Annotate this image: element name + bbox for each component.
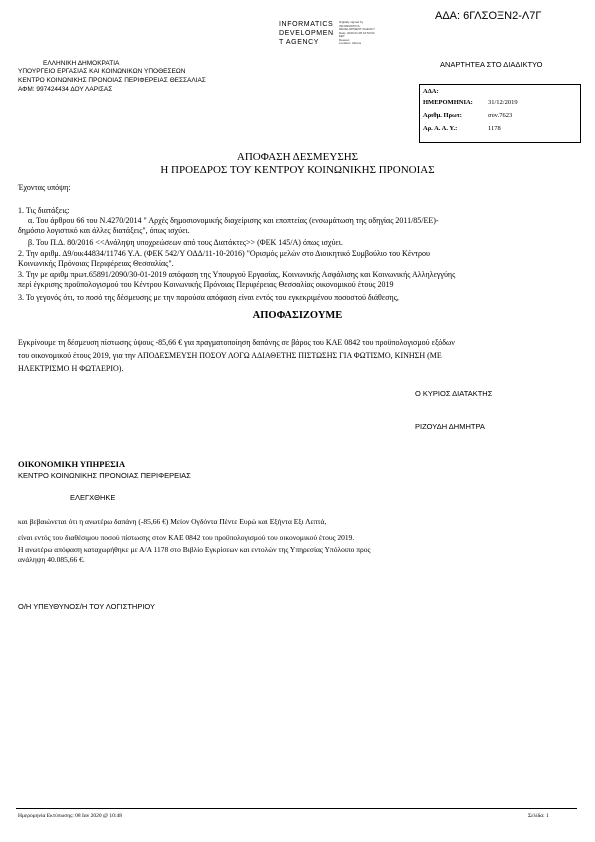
list-line-4: β. Του Π.Δ. 80/2016 <<Ανάληψη υποχρεώσεων από τους Διατάκτες>> (ΦΕΚ 145/Α) όπως ισχύει. <box>28 238 343 247</box>
info-ada-label: ΑΔΑ: <box>423 88 439 95</box>
sig-line: Reason: <box>339 37 351 42</box>
footer-page-number: Σελίδα: 1 <box>528 813 549 819</box>
list-line-5: 2. Την αριθμ. Δ9/οικ44834/11746 Υ.Α. (ΦΕΚ 542/Υ ΟΔΔ/11-10-2016) "Ορισμός μελών στο Διοικητικό Συμβούλιο του Κέντρου <box>18 249 430 258</box>
finance-subheading: ΚΕΝΤΡΟ ΚΟΙΝΩΝΙΚΗΣ ΠΡΟΝΟΙΑΣ ΠΕΡΙΦΕΡΕΙΑΣ <box>18 471 191 480</box>
list-line-1: 1. Τις διατάξεις: <box>18 206 70 215</box>
info-date-value: 31/12/2019 <box>488 99 518 106</box>
digital-signature-text <box>339 21 375 46</box>
intro-text: Έχοντας υπόψη: <box>18 183 71 192</box>
info-box <box>419 84 581 143</box>
info-protocol-value: συν.7623 <box>488 112 513 119</box>
decide-heading: ΑΠΟΦΑΣΙΖΟΥΜΕ <box>252 310 343 321</box>
posted-label: ΑΝΑΡΤΗΤΕΑ ΣΤΟ ΔΙΑΔΙΚΤΥΟ <box>440 60 543 69</box>
signer-name: ΡΙΖΟΥΔΗ ΔΗΜΗΤΡΑ <box>415 422 485 431</box>
responsible-label: Ο/Η ΥΠΕΥΘΥΝΟΣ/Η ΤΟΥ ΛΟΓΙΣΤΗΡΙΟΥ <box>18 602 156 611</box>
footer-divider <box>16 808 577 809</box>
finance-checked: ΕΛΕΓΧΘΗΚΕ <box>70 493 116 502</box>
title-line-1: ΑΠΟΦΑΣΗ ΔΕΣΜΕΥΣΗΣ <box>236 151 359 163</box>
logo-word-2: DEVELOPMEN <box>279 30 334 37</box>
list-line-8: περί έγκρισης προϋπολογισμού του Κέντρου Κοινωνικής Πρόνοιας Περιφέρειας Θεσσαλίας οικονομικού έτους 2019 <box>18 280 394 289</box>
org-line-4: ΑΦΜ: 997424434 ΔΟΥ ΛΑΡΙΣΑΣ <box>18 86 113 93</box>
list-line-6: Κοινωνικής Πρόνοιας Περιφέρειας Θεσσαλίας". <box>18 259 174 268</box>
org-line-3: ΚΕΝΤΡΟ ΚΟΙΝΩΝΙΚΗΣ ΠΡΟΝΟΙΑΣ ΠΕΡΙΦΕΡΕΙΑΣ ΘΕΣΣΑΛΙΑΣ <box>18 77 206 84</box>
list-line-2: α. Του άρθρου 66 του Ν.4270/2014 " Αρχές δημοσιονομικής διαχείρισης και εποπτείας (ενσωμάτωση της οδηγίας 2011/85/ΕΕ)- <box>28 216 439 225</box>
list-line-7: 3. Την με αριθμ πρωτ.65891/2090/30-01-2019 απόφαση της Υπουργού Εργασίας, Κοινωνικής Ασφάλισης και Κοινωνικής Αλληλεγγύης <box>18 270 456 279</box>
logo-word-1: INFORMATICS <box>279 21 334 28</box>
finance-line-3: Η ανωτέρω απόφαση καταχωρήθηκε με Α/Α 1178 στο Βιβλίο Εγκρίσεων και εντολών της Υπηρεσίας Υπόλοιπο προς <box>18 545 371 554</box>
list-line-9: 3. Το γεγονός ότι, το ποσό της δέσμευσης με την παρούσα απόφαση είναι εντός του εγκεκριμένου ποσοστού διάθεσης, <box>18 293 399 302</box>
sig-line: INFORMATICS <box>339 23 360 28</box>
org-line-2: ΥΠΟΥΡΓΕΙΟ ΕΡΓΑΣΙΑΣ ΚΑΙ ΚΟΙΝΩΝΙΚΩΝ ΥΠΟΘΕΣΕΩΝ <box>18 68 186 75</box>
sig-line: Location: Athens <box>339 41 362 45</box>
sig-line: DEVELOPMENT AGENCY <box>339 27 375 31</box>
ada-top: ΑΔΑ: 6ΓΛΣΟΞΝ2-Λ7Γ <box>435 10 542 22</box>
list-line-3: δημόσιο λογιστικό και άλλες διατάξεις", όπως ισχύει. <box>18 226 190 235</box>
informatics-logo <box>279 20 399 50</box>
info-date-label: ΗΜΕΡΟΜΗΝΙΑ: <box>423 99 473 106</box>
decide-line-3: ΗΛΕΚΤΡΙΣΜΟ Η ΦΩΤΑΕΡΙΟ). <box>18 364 124 373</box>
logo-word-3: T AGENCY <box>279 39 320 46</box>
decide-line-2: του οικονομικού έτους 2019, για την ΑΠΟΔΕΣΜΕΥΣΗ ΠΟΣΟΥ ΛΟΓΩ ΑΔΙΑΘΕΤΗΣ ΠΙΣΤΩΣΗΣ ΓΙΑ ΦΩΤΙΣΜΟ, ΚΙΝΗΣΗ (ΜΕ <box>18 351 442 360</box>
finance-heading: ΟΙΚΟΝΟΜΙΚΗ ΥΠΗΡΕΣΙΑ <box>18 459 126 469</box>
signer-title: Ο ΚΥΡΙΟΣ ΔΙΑΤΑΚΤΗΣ <box>415 389 493 398</box>
finance-line-4: ανάληψη 40.085,66 €. <box>18 555 85 564</box>
title-line-2: Η ΠΡΟΕΔΡΟΣ ΤΟΥ ΚΕΝΤΡΟΥ ΚΟΙΝΩΝΙΚΗΣ ΠΡΟΝΟΙΑΣ <box>160 164 435 176</box>
sig-line: Date: 2020.01.08 10:50:02 <box>339 30 375 35</box>
finance-line-1: και βεβαιώνεται ότι η ανωτέρω δαπάνη (-85,66 €) Μείον Ογδόντα Πέντε Ευρώ και Εξήντα Εξι Λεπτά, <box>18 517 327 526</box>
org-line-1: ΕΛΛΗΝΙΚΗ ΔΗΜΟΚΡΑΤΙΑ <box>43 60 120 67</box>
finance-line-2: είναι εντός του διαθέσιμου ποσού πίστωσης στον ΚΑΕ 0842 του προϋπολογισμού του οικονομικού έτους 2019. <box>18 533 355 542</box>
info-ay-label: Αρ. Α. Α. Υ.: <box>423 125 458 132</box>
info-protocol-label: Αριθμ. Πρωτ: <box>423 112 462 119</box>
info-ay-value: 1178 <box>488 125 501 132</box>
sig-line: EET <box>339 34 345 38</box>
sig-line: Digitally signed by <box>339 20 364 24</box>
footer-print-date: Ημερομηνία Εκτύπωσης: 08 Ιαν 2020 @ 10:48 <box>18 813 122 819</box>
decide-line-1: Εγκρίνουμε τη δέσμευση πίστωσης ύψους -85,66 € για πραγματοποίηση δαπάνης σε βάρος του ΚΑΕ 0842 του προϋπολογισμού εξόδων <box>18 338 455 347</box>
